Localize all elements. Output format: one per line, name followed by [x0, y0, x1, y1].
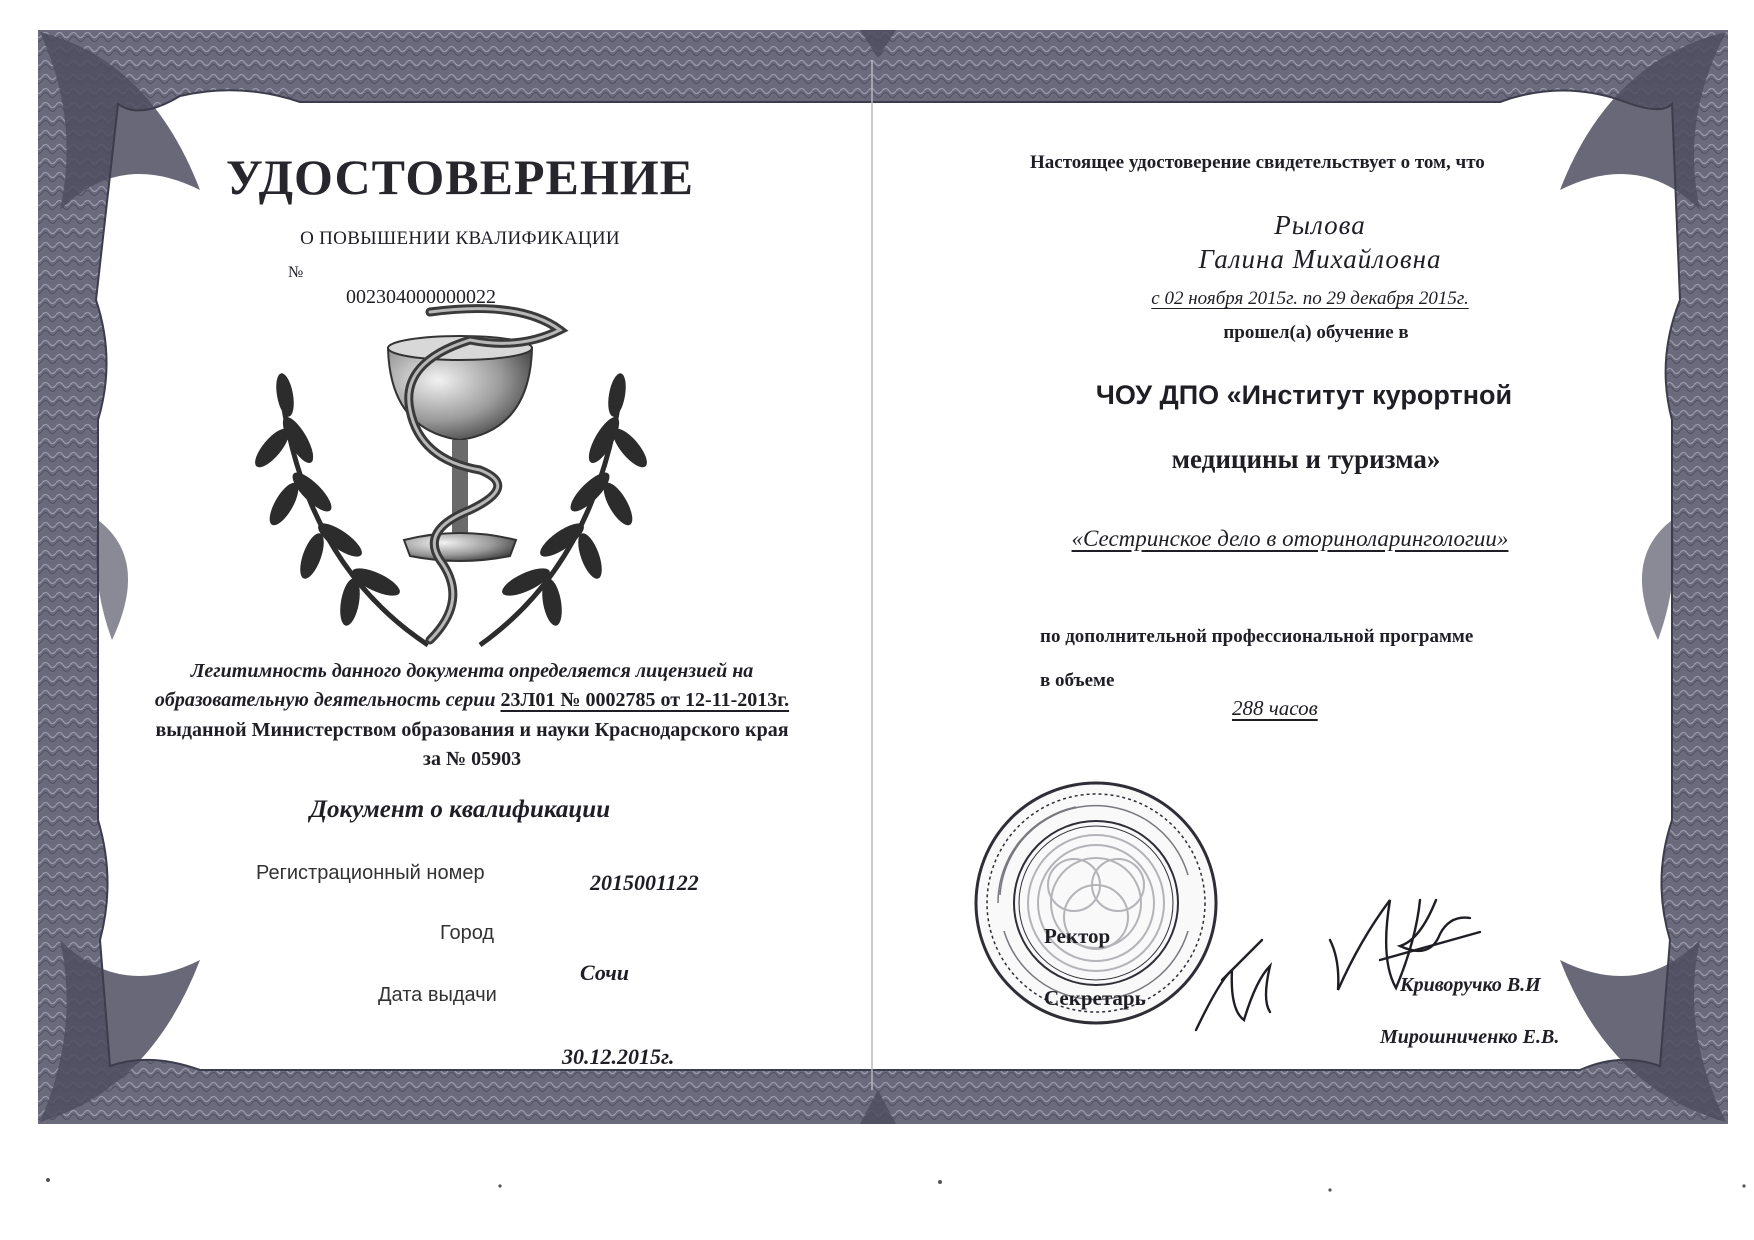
- qualification-document-heading: Документ о квалификации: [309, 796, 611, 823]
- license-series: 23Л01 № 0002785 от 12-11-2013г.: [500, 689, 790, 711]
- volume-label: в объеме: [1040, 670, 1115, 691]
- license-line-1: Легитимность данного документа определяется лицензией на: [190, 660, 754, 682]
- document-subtitle: О ПОВЫШЕНИИ КВАЛИФИКАЦИИ: [300, 228, 620, 249]
- secretary-signature: [1196, 940, 1270, 1030]
- license-line-4: за № 05903: [422, 748, 522, 770]
- city-value: Сочи: [580, 960, 630, 985]
- holder-given-names: Галина Михайловна: [1198, 244, 1442, 274]
- program-text: по дополнительной профессиональной программе: [1040, 626, 1474, 647]
- registration-number-label: Регистрационный номер: [256, 862, 485, 884]
- rector-label: Ректор: [1044, 924, 1111, 948]
- volume-hours: 288 часов: [1232, 696, 1318, 720]
- passed-training-text: прошел(а) обучение в: [1223, 322, 1409, 343]
- certificate-number: 002304000000022: [346, 286, 496, 308]
- secretary-label: Секретарь: [1044, 986, 1146, 1010]
- number-sign: №: [288, 264, 304, 281]
- registration-number-value: 2015001122: [590, 870, 699, 895]
- training-period: с 02 ноября 2015г. по 29 декабря 2015г.: [1151, 288, 1469, 309]
- city-label: Город: [440, 922, 495, 944]
- license-line-2-prefix: образовательную деятельность серии: [154, 689, 501, 711]
- license-line-3: выданной Министерством образования и науки Краснодарского края: [155, 719, 789, 741]
- license-line-2: [155, 689, 789, 712]
- issue-date-label: Дата выдачи: [378, 984, 497, 1006]
- document-title: УДОСТОВЕРЕНИЕ: [226, 149, 694, 205]
- secretary-name: Мирошниченко Е.В.: [1380, 1026, 1560, 1048]
- intro-text: Настоящее удостоверение свидетельствует о том, что: [1030, 152, 1485, 173]
- emblem-cup-serpent-icon: [250, 309, 653, 645]
- course-name: «Сестринское дело в оториноларингологии»: [1071, 526, 1509, 551]
- issue-date-value: 30.12.2015г.: [562, 1044, 675, 1069]
- institution-line-2: медицины и туризма»: [1171, 444, 1441, 474]
- institution-line-1: ЧОУ ДПО «Институт курортной: [1095, 380, 1513, 410]
- holder-surname: Рылова: [1274, 210, 1366, 240]
- rector-name: Криворучко В.И: [1400, 974, 1541, 996]
